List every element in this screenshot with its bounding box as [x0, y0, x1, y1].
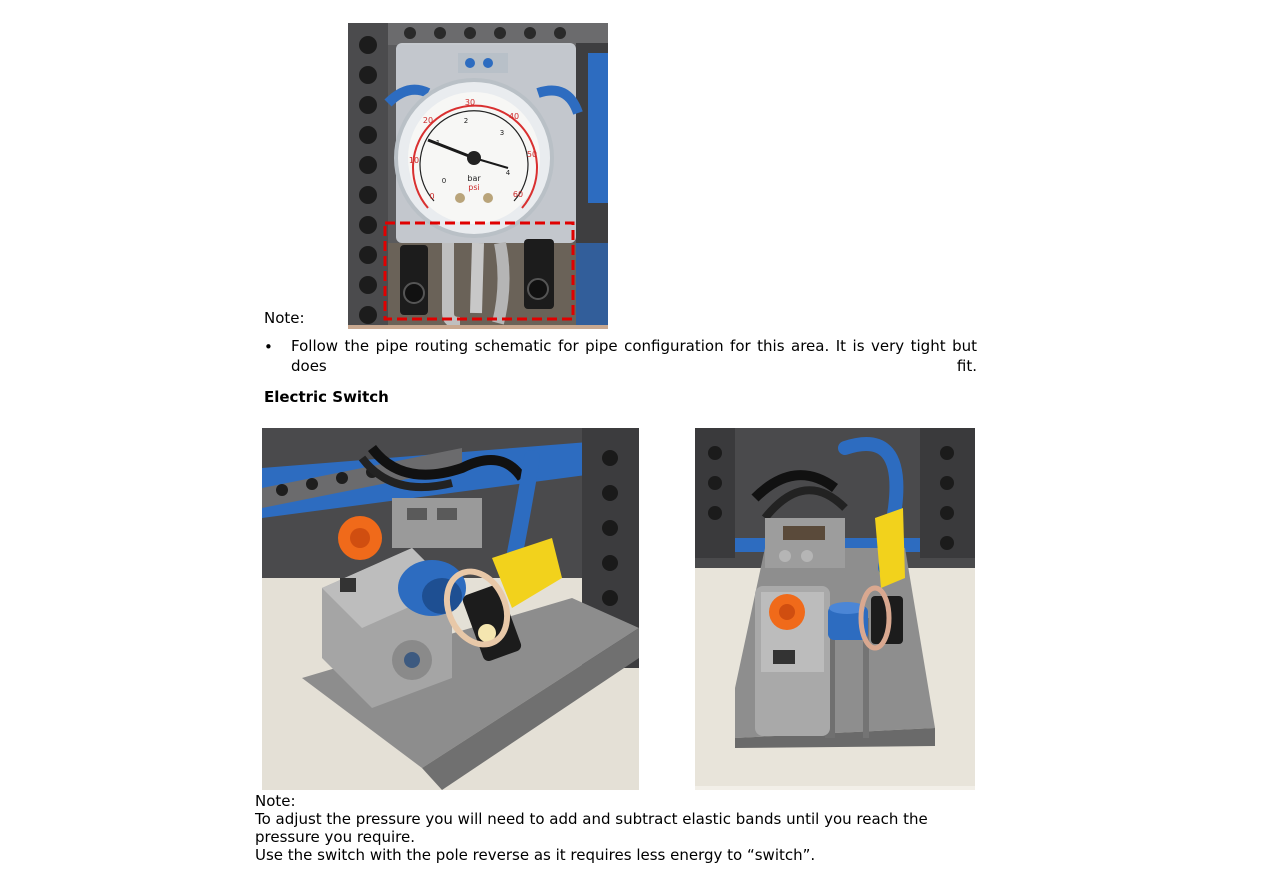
note-label: Note:	[264, 309, 305, 327]
gauge-psi-tick: 20	[422, 116, 434, 125]
bullet-text: Follow the pipe routing schematic for pipe configuration for this area. It is very tight but does fit.	[291, 337, 977, 375]
gauge-psi-tick: 60	[512, 190, 524, 199]
section-heading: Electric Switch	[264, 388, 389, 406]
note-line: pressure you require.	[255, 828, 415, 846]
bullet-symbol: •	[264, 338, 273, 356]
electric-switch-photo-angled	[262, 428, 639, 790]
gauge-bar-label: bar	[467, 174, 481, 183]
pressure-gauge-photo	[348, 23, 608, 329]
gauge-bar-tick: 0	[441, 177, 447, 185]
gauge-psi-tick: 10	[408, 156, 420, 165]
gauge-psi-tick: 0	[429, 192, 435, 201]
note-label: Note:	[255, 792, 296, 810]
gauge-psi-tick: 50	[526, 150, 538, 159]
gauge-psi-label: psi	[468, 183, 480, 192]
gauge-bar-tick: 3	[499, 129, 505, 137]
gauge-bar-tick: 2	[463, 117, 469, 125]
electric-switch-photo-front	[695, 428, 975, 790]
note-line: Use the switch with the pole reverse as it requires less energy to “switch”.	[255, 846, 816, 864]
gauge-psi-tick: 30	[464, 98, 476, 107]
gauge-psi-tick: 40	[508, 112, 520, 121]
note-line: To adjust the pressure you will need to add and subtract elastic bands until you reach the	[255, 810, 928, 828]
gauge-bar-tick: 4	[505, 169, 511, 177]
